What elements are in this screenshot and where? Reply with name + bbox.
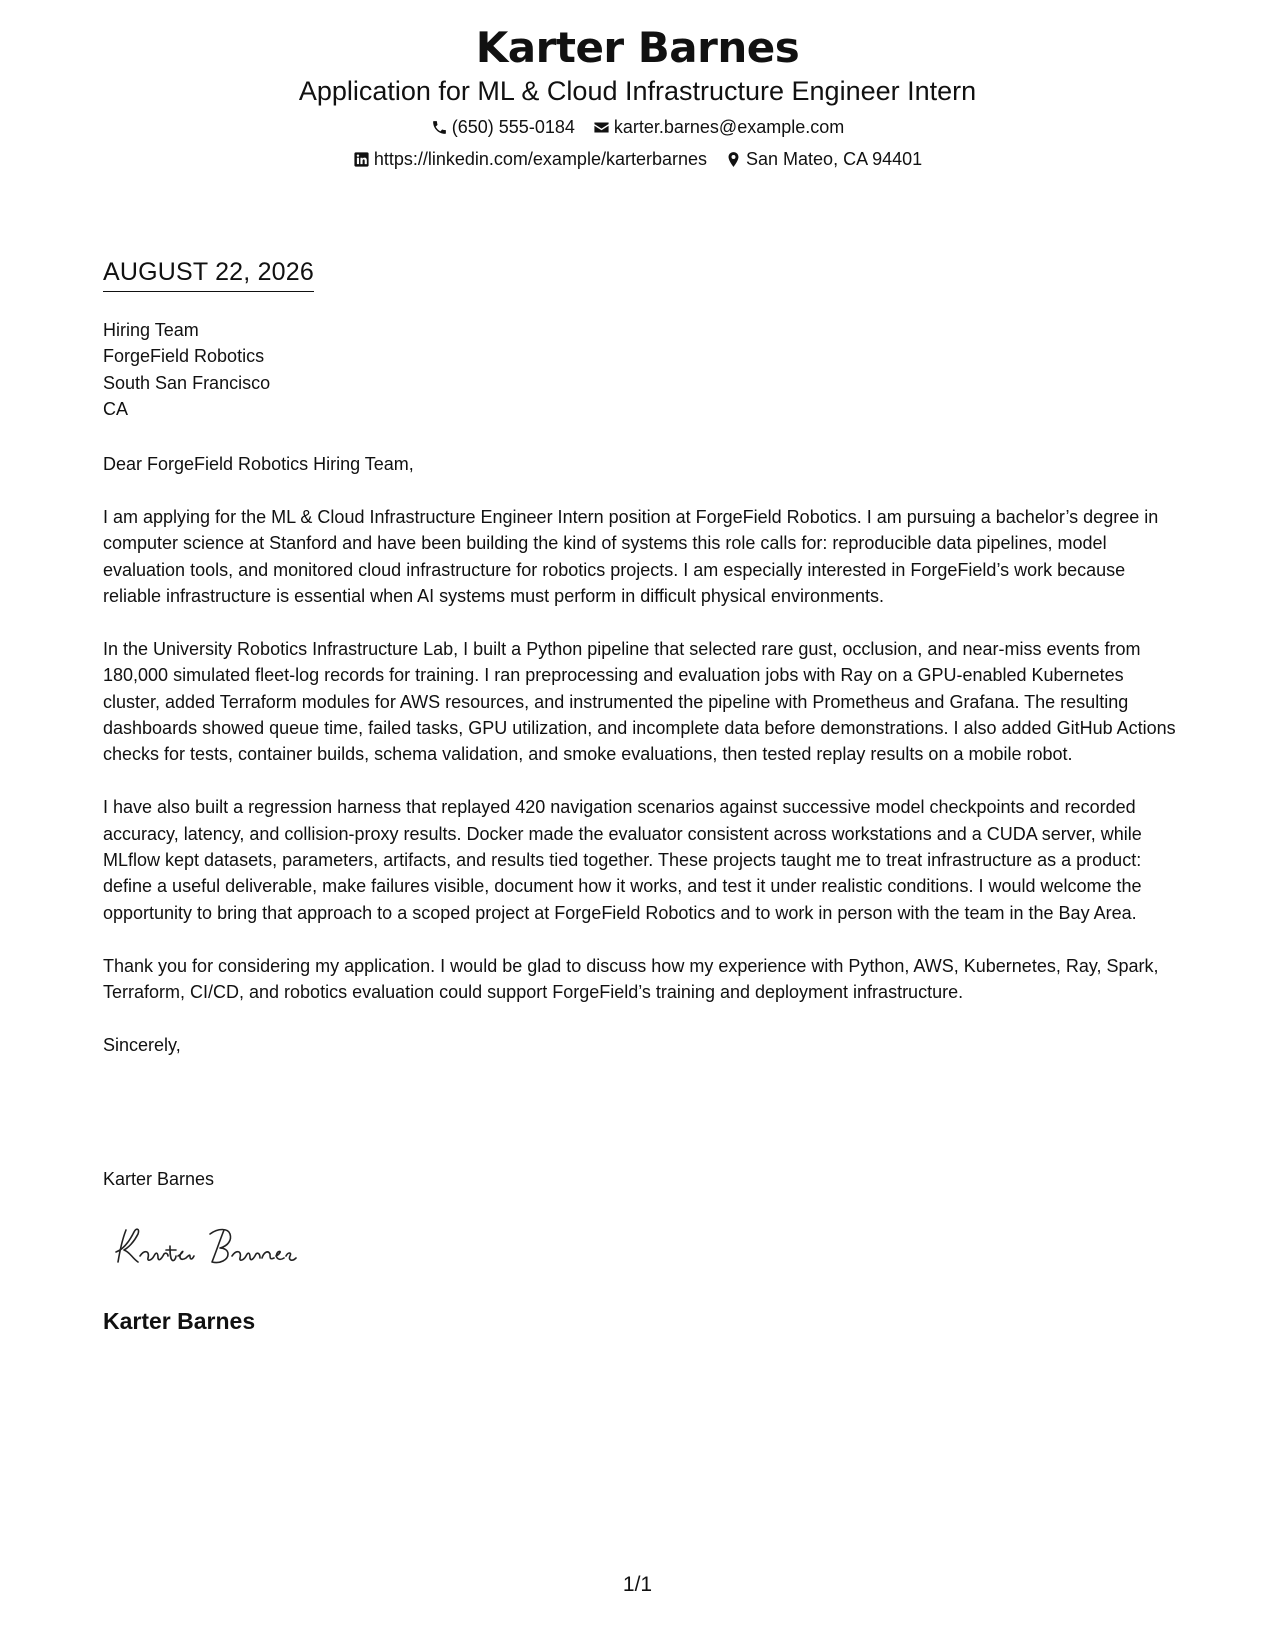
- body-paragraph: I am applying for the ML & Cloud Infrastructure Engineer Intern position at ForgeField Robotics. I am pursuing a bachelor’s degree in computer science at Stanford and have been building the kind of systems this role calls for: reproducible data pipelines, model evaluation tools, and monitored cloud infrastructure for robotics projects. I am especially interested in ForgeField’s work because reliable infrastructure is essential when AI systems must perform in difficult physical environments.: [103, 506, 1159, 607]
- page-number: 1/1: [622, 1573, 653, 1596]
- linkedin-text[interactable]: https://linkedin.com/example/karterbarnes: [373, 149, 708, 169]
- location-text: San Mateo, CA 94401: [746, 149, 923, 169]
- phone-icon: [431, 119, 448, 136]
- contact-phone: [431, 115, 575, 139]
- body-paragraph: Thank you for considering my application. I would be glad to discuss how my experience with Python, AWS, Kubernetes, Ray, Spark, Terraform, CI/CD, and robotics evaluation could support ForgeField’s training and deployment infrastructure.: [103, 955, 1159, 1003]
- signature-printed-name: Karter Barnes: [103, 1308, 256, 1334]
- salutation: Dear ForgeField Robotics Hiring Team,: [103, 454, 414, 474]
- contact-linkedin[interactable]: [353, 147, 707, 171]
- contact-row-2: [0, 147, 1275, 171]
- letter-date: AUGUST 22, 2026: [103, 257, 314, 292]
- contact-row-1: [0, 115, 1275, 139]
- recipient-address: [103, 317, 270, 423]
- letter-header: [0, 22, 1275, 171]
- contact-location: [725, 147, 922, 171]
- contact-email[interactable]: [593, 115, 844, 139]
- closing: Sincerely,: [103, 1034, 181, 1055]
- letter-body: [103, 451, 1178, 1085]
- linkedin-icon: [353, 151, 370, 168]
- phone-text: (650) 555-0184: [451, 117, 575, 137]
- applicant-name: Karter Barnes: [475, 23, 800, 72]
- envelope-icon: [593, 119, 610, 136]
- recipient-line: CA: [103, 399, 129, 420]
- signer-name: Karter Barnes: [103, 1169, 215, 1189]
- recipient-line: Hiring Team: [103, 320, 199, 340]
- handwritten-signature: [112, 1222, 352, 1270]
- application-subtitle: Application for ML & Cloud Infrastructure Engineer Intern: [298, 76, 977, 106]
- recipient-line: ForgeField Robotics: [103, 346, 265, 367]
- body-paragraph: I have also built a regression harness that replayed 420 navigation scenarios against successive model checkpoints and recorded accuracy, latency, and collision-proxy results. Docker made the evaluator consistent across workstations and a CUDA server, while MLflow kept datasets, parameters, artifacts, and results tied together. These projects taught me to treat infrastructure as a product: define a useful deliverable, make failures visible, document how it works, and test it under realistic conditions. I would welcome the opportunity to bring that approach to a scoped project at ForgeField Robotics and to work in person with the team in the Bay Area.: [103, 797, 1142, 923]
- body-paragraph: In the University Robotics Infrastructure Lab, I built a Python pipeline that selected rare gust, occlusion, and near-miss events from 180,000 simulated fleet-log records for training. I ran preprocessing and evaluation jobs with Ray on a GPU-enabled Kubernetes cluster, added Terraform modules for AWS resources, and instrumented the pipeline with Prometheus and Grafana. The resulting dashboards showed queue time, failed tasks, GPU utilization, and incomplete data before demonstrations. I also added GitHub Actions checks for tests, container builds, schema validation, and smoke evaluations, then tested replay results on a mobile robot.: [103, 638, 1176, 765]
- email-text[interactable]: karter.barnes@example.com: [613, 117, 845, 137]
- map-pin-icon: [725, 151, 742, 168]
- recipient-line: South San Francisco: [103, 372, 271, 393]
